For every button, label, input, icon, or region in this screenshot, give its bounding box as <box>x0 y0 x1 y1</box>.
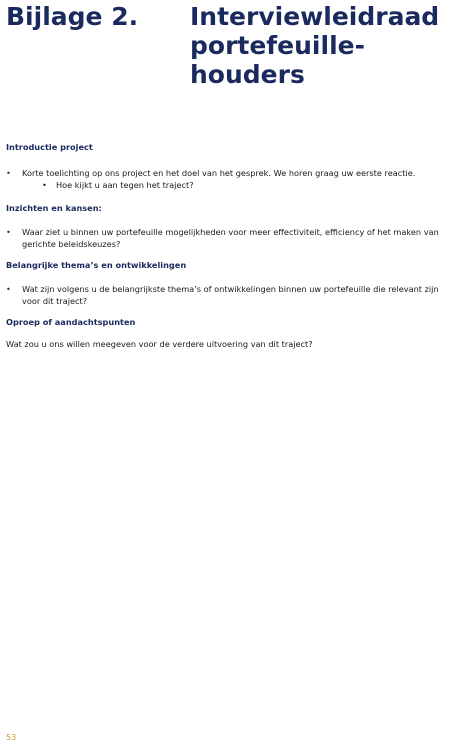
bullet-list <box>6 283 446 307</box>
section-heading: Oproep of aandachtspunten <box>6 317 136 327</box>
appendix-title: Interviewleidraad portefeuille-houders <box>190 2 440 89</box>
bullet-icon: • <box>6 168 11 178</box>
section-paragraph: Wat zou u ons willen meegeven voor de verdere uitvoering van dit traject? <box>6 339 313 349</box>
list-item-text: Wat zijn volgens u de belangrijkste thema’s of ontwikkelingen binnen uw portefeuille die relevant zijn voor dit traject? <box>22 284 439 306</box>
section-heading: Introductie project <box>6 142 93 152</box>
section-themas <box>6 259 446 307</box>
bullet-list <box>6 226 446 250</box>
page-number: 53 <box>6 733 17 742</box>
list-item <box>6 283 446 307</box>
bullet-list <box>6 167 446 191</box>
section-inzichten <box>6 202 446 250</box>
section-oproep <box>6 316 446 350</box>
appendix-heading <box>6 2 452 102</box>
list-item-text: Korte toelichting op ons project en het doel van het gesprek. We horen graag uw eerste reactie. <box>22 168 416 178</box>
bullet-icon: • <box>6 227 11 237</box>
list-item-text: Waar ziet u binnen uw portefeuille mogelijkheden voor meer effectiviteit, efficiency of het maken van gerichte beleidskeuzes? <box>22 227 439 249</box>
appendix-label: Bijlage 2. <box>6 2 139 31</box>
bullet-icon: • <box>6 284 11 294</box>
sub-list-item <box>22 179 446 191</box>
section-introductie <box>6 141 446 191</box>
list-item <box>6 167 446 191</box>
document-body <box>6 141 446 350</box>
section-heading: Belangrijke thema’s en ontwikkelingen <box>6 260 187 270</box>
bullet-icon: • <box>42 180 47 190</box>
sub-list-item-text: Hoe kijkt u aan tegen het traject? <box>56 180 194 190</box>
sub-bullet-list <box>22 179 446 191</box>
list-item <box>6 226 446 250</box>
section-heading: Inzichten en kansen: <box>6 203 102 213</box>
